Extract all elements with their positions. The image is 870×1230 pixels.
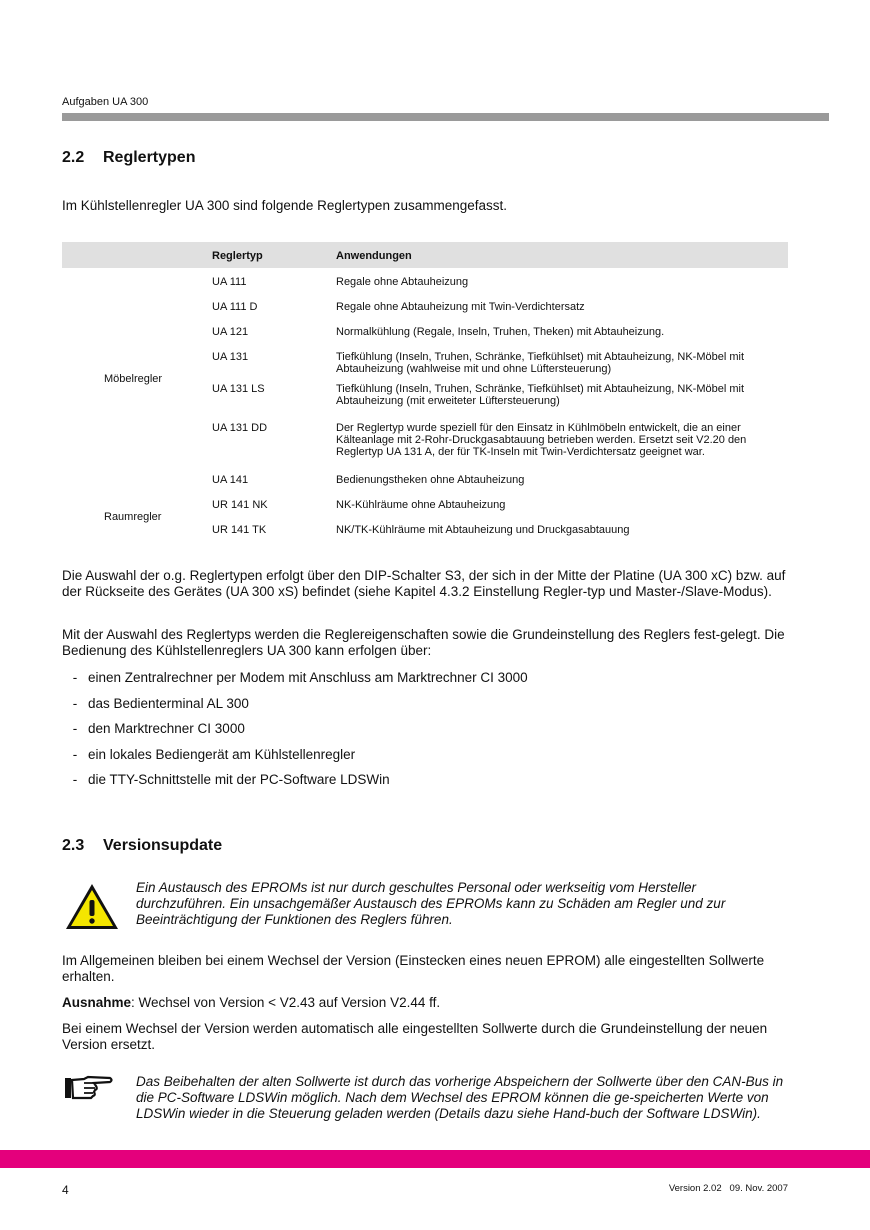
application-desc: Tiefkühlung (Inseln, Truhen, Schränke, Tiefkühlset) mit Abtauheizung, NK-Möbel mit Abtauheizung (wahlweise mit und ohne Lüftersteuerung): [336, 351, 745, 375]
regler-type: UA 141: [212, 474, 249, 486]
paragraph: Die Auswahl der o.g. Reglertypen erfolgt über den DIP-Schalter S3, der sich in der Mitte der Platine (UA 300 xC) bzw. auf der Rückseite des Gerätes (UA 300 xS) befindet (siehe Kapitel 4.3.2 Einstellung Regler-typ und Master-/Slave-Modus).: [62, 568, 786, 599]
section-heading-2-2: 2.2 Reglertypen: [62, 149, 196, 166]
application-desc: Regale ohne Abtauheizung: [336, 276, 469, 288]
list-item-text: die TTY-Schnittstelle mit der PC-Software LDSWin: [88, 772, 390, 787]
exception-paragraph: Ausnahme: Wechsel von Version < V2.43 auf Version V2.44 ff.: [62, 995, 441, 1010]
list-item-text: ein lokales Bediengerät am Kühlstellenregler: [88, 746, 356, 762]
running-header: Aufgaben UA 300: [62, 96, 149, 108]
list-bullet: -: [72, 746, 78, 762]
application-desc: Der Reglertyp wurde speziell für den Einsatz in Kühlmöbeln entwickelt, die an einer Kälteanlage mit 2-Rohr-Druckgasabtauung betrieben werden. Ersetzt seit V2.20 den Reglertyp UA 131 A, der für TK-Inseln mit Twin-Verdichtersatz geeignet war.: [336, 422, 747, 458]
regler-type: UA 131 DD: [212, 422, 268, 434]
group-label: Möbelregler: [104, 373, 163, 385]
intro-text: Im Kühlstellenregler UA 300 sind folgende Reglertypen zusammengefasst.: [62, 198, 507, 213]
section-heading-2-3: 2.3 Versionsupdate: [62, 837, 223, 854]
list-bullet: -: [72, 695, 78, 711]
pointing-hand-icon: [64, 1075, 114, 1101]
table-header-row: [62, 242, 788, 268]
group-label: Raumregler: [104, 511, 162, 523]
column-header: Reglertyp: [212, 250, 263, 262]
list-bullet: -: [72, 721, 78, 736]
application-desc: Regale ohne Abtauheizung mit Twin-Verdichtersatz: [336, 301, 585, 313]
version-info: Version 2.02 09. Nov. 2007: [668, 1183, 788, 1194]
application-desc: Normalkühlung (Regale, Inseln, Truhen, Theken) mit Abtauheizung.: [336, 326, 665, 338]
regler-type: UR 141 TK: [212, 524, 267, 536]
list-item: [62, 670, 528, 685]
column-header: Anwendungen: [336, 250, 412, 262]
regler-type: UA 131 LS: [212, 383, 265, 395]
regler-type: UA 111: [212, 276, 247, 288]
warning-text: Ein Austausch des EPROMs ist nur durch geschultes Personal oder werkseitig vom Hersteller durchzuführen. Ein unsachgemäßer Austausch des EPROMs kann zu Schäden am Regler und zur Beeinträchtigung der Funktionen des Reglers führen.: [136, 880, 726, 927]
list-item-text: einen Zentralrechner per Modem mit Anschluss am Marktrechner CI 3000: [88, 670, 528, 685]
application-desc: Tiefkühlung (Inseln, Truhen, Schränke, Tiefkühlset) mit Abtauheizung, NK-Möbel mit Abtauheizung (mit erweiteter Lüftersteuerung): [336, 383, 745, 407]
paragraph: Im Allgemeinen bleiben bei einem Wechsel der Version (Einstecken eines neuen EPROM) alle eingestellten Sollwerte erhalten.: [62, 953, 765, 984]
warning-icon: [64, 882, 120, 932]
header-rule: [62, 113, 829, 121]
regler-type: UA 131: [212, 351, 249, 363]
list-bullet: -: [72, 772, 78, 787]
application-desc: NK/TK-Kühlräume mit Abtauheizung und Druckgasabtauung: [336, 524, 630, 536]
list-item: [62, 747, 355, 762]
regler-type: UA 111 D: [212, 301, 258, 313]
paragraph: Mit der Auswahl des Reglertyps werden die Reglereigenschaften sowie die Grundeinstellung des Reglers fest-gelegt. Die Bedienung des Kühlstellenreglers UA 300 kann erfolgen über:: [62, 627, 785, 658]
list-item: [62, 772, 390, 787]
note-text: Das Beibehalten der alten Sollwerte ist durch das vorherige Abspeichern der Sollwerte über den CAN-Bus in die PC-Software LDSWin möglich. Nach dem Wechsel des EPROM können die ge-speicherten Werte von LDSWin wieder in die Steuerung geladen werden (Details dazu siehe Hand-buch der Software LDSWin).: [136, 1074, 784, 1121]
list-item: [62, 721, 245, 736]
list-item: [62, 696, 249, 711]
list-item-text: den Marktrechner CI 3000: [88, 721, 245, 736]
application-desc: Bedienungstheken ohne Abtauheizung: [336, 474, 525, 486]
regler-type: UR 141 NK: [212, 499, 268, 511]
page-number: 4: [62, 1183, 69, 1197]
list-item-text: das Bedienterminal AL 300: [88, 695, 249, 711]
regler-type: UA 121: [212, 326, 249, 338]
list-bullet: -: [72, 670, 78, 685]
footer-band: [0, 1150, 870, 1168]
paragraph: Bei einem Wechsel der Version werden automatisch alle eingestellten Sollwerte durch die Grundeinstellung der neuen Version ersetzt.: [62, 1021, 768, 1052]
application-desc: NK-Kühlräume ohne Abtauheizung: [336, 499, 506, 511]
